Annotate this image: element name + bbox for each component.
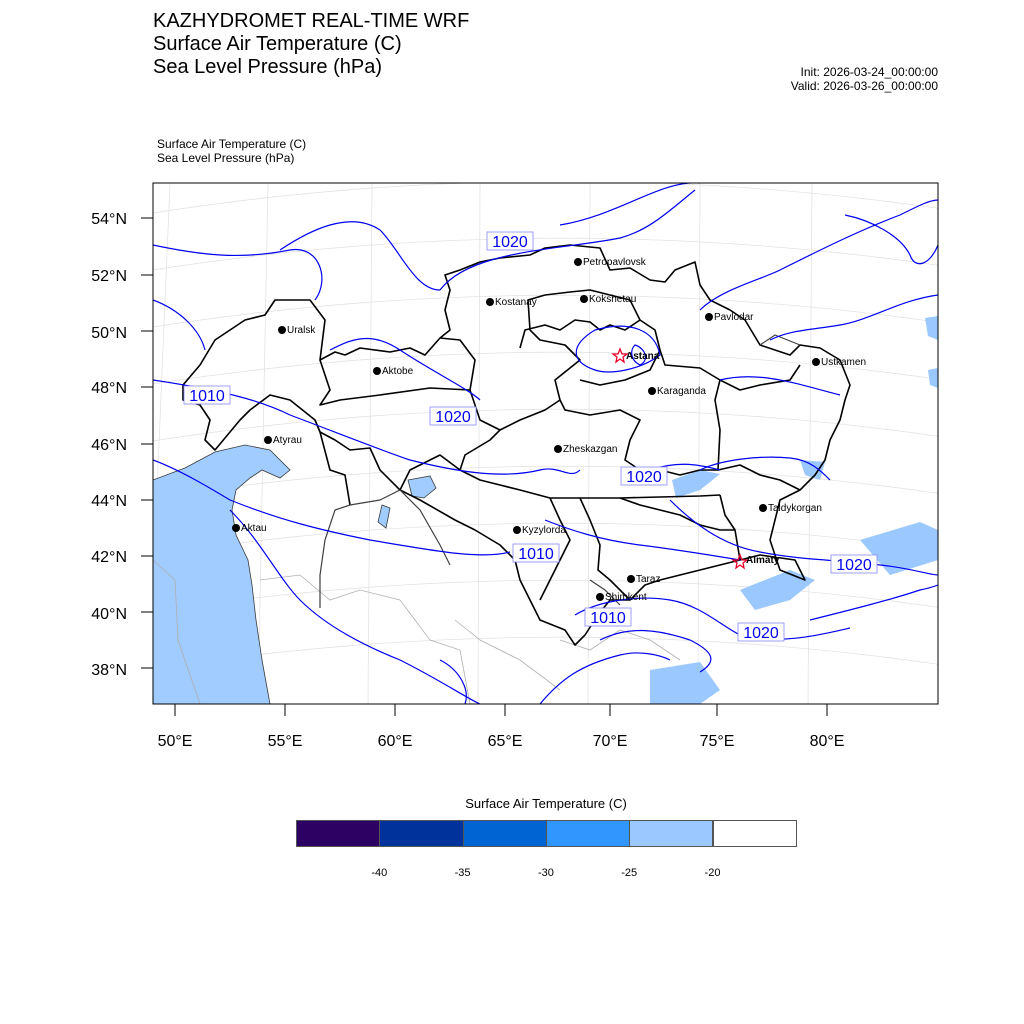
lat-label-42: 42°N: [91, 549, 127, 566]
map-subtitle-1: Surface Air Temperature (C): [157, 137, 307, 151]
lon-label-70: 70°E: [592, 733, 628, 750]
contour-label: 1020: [492, 234, 528, 251]
colorbar-label: -25: [621, 867, 638, 879]
colorbar-label: -40: [371, 867, 388, 879]
lat-label-44: 44°N: [91, 493, 127, 510]
title-line-2: Surface Air Temperature (C): [153, 33, 402, 55]
colorbar-box: [713, 820, 797, 847]
colorbar-box: [629, 820, 713, 847]
title-line-3: Sea Level Pressure (hPa): [153, 56, 383, 78]
city-label-almaty: Almaty: [746, 555, 780, 566]
city-label-kyzylorda: Kyzylorda: [522, 525, 566, 536]
contour-label: 1020: [435, 409, 471, 426]
contour-label: 1010: [518, 546, 554, 563]
colorbar-title: Surface Air Temperature (C): [465, 796, 627, 811]
lon-label-80: 80°E: [809, 733, 845, 750]
lat-label-54: 54°N: [91, 211, 127, 228]
city-label-zheskazgan: Zheskazgan: [563, 444, 618, 455]
map-subtitle-2: Sea Level Pressure (hPa): [157, 151, 295, 165]
lat-label-52: 52°N: [91, 268, 127, 285]
city-label-atyrau: Atyrau: [273, 435, 302, 446]
colorbar-label: -35: [454, 867, 471, 879]
contour-label: 1020: [836, 557, 872, 574]
lat-label-40: 40°N: [91, 606, 127, 623]
contour-label: 1010: [590, 610, 626, 627]
city-label-petropavlovsk: Petropavlovsk: [583, 257, 646, 268]
lon-label-60: 60°E: [377, 733, 413, 750]
city-label-shimkent: Shimkent: [605, 592, 647, 603]
city-label-astana: Astana: [626, 351, 660, 362]
lon-label-55: 55°E: [267, 733, 303, 750]
colorbar-box: [463, 820, 547, 847]
lat-label-50: 50°N: [91, 325, 127, 342]
colorbar-label: -30: [537, 867, 554, 879]
city-label-taldykorgan: Taldykorgan: [768, 503, 822, 514]
capital-star-icons: [613, 349, 747, 568]
contour-label: 1010: [189, 388, 225, 405]
valid-time: Valid: 2026-03-26_00:00:00: [790, 79, 938, 93]
lon-label-65: 65°E: [487, 733, 523, 750]
city-label-karaganda: Karaganda: [657, 386, 706, 397]
colorbar-label: -20: [704, 867, 721, 879]
contour-label: 1020: [743, 625, 779, 642]
lon-label-75: 75°E: [699, 733, 735, 750]
isobars: [153, 183, 938, 704]
city-label-kostanay: Kostanay: [495, 297, 537, 308]
contour-label: 1020: [626, 469, 662, 486]
city-label-aktobe: Aktobe: [382, 366, 414, 377]
graticule: [140, 181, 950, 704]
colorbar-box: [546, 820, 630, 847]
city-label-pavlodar: Pavlodar: [714, 312, 754, 323]
map-frame: [153, 183, 938, 704]
city-label-aktau: Aktau: [241, 523, 267, 534]
lon-label-50: 50°E: [157, 733, 193, 750]
colorbar-box: [296, 820, 380, 847]
lat-label-46: 46°N: [91, 437, 127, 454]
colorbar-box: [379, 820, 463, 847]
lat-label-48: 48°N: [91, 380, 127, 397]
lat-label-38: 38°N: [91, 662, 127, 679]
city-label-taraz: Taraz: [636, 574, 661, 585]
city-label-kokshetau: Kokshetau: [589, 294, 637, 305]
init-time: Init: 2026-03-24_00:00:00: [800, 65, 938, 79]
city-label-uralsk: Uralsk: [287, 325, 316, 336]
city-label-ustkamen: Ustkamen: [821, 357, 867, 368]
title-line-1: KAZHYDROMET REAL-TIME WRF: [153, 10, 470, 32]
